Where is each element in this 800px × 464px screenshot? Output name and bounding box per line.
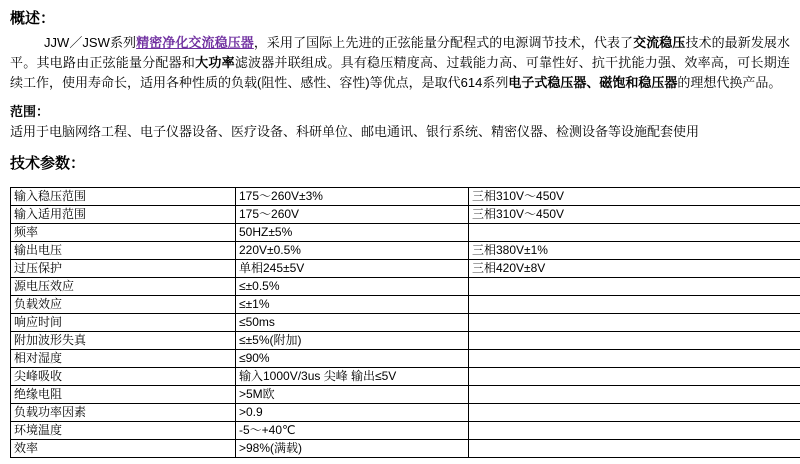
spec-extra [469, 421, 800, 439]
spec-extra [469, 295, 800, 313]
spec-name: 附加波形失真 [11, 331, 236, 349]
spec-extra [469, 403, 800, 421]
table-row [11, 439, 800, 457]
tech-heading: 技术参数： [10, 154, 86, 172]
spec-table-body [11, 187, 800, 457]
overview-text-mid-2: 技术的最新发展水平。其电路由正弦能量分配器和 [10, 35, 790, 71]
table-row [11, 331, 800, 349]
spec-value: ≤±5%(附加) [236, 331, 469, 349]
spec-value: 220V±0.5% [236, 241, 469, 259]
spec-name: 效率 [11, 439, 236, 457]
table-row [11, 313, 800, 331]
spec-name: 环境温度 [11, 421, 236, 439]
spec-extra [469, 313, 800, 331]
spec-extra [469, 331, 800, 349]
spec-name: 负载功率因素 [11, 403, 236, 421]
table-row [11, 187, 800, 205]
table-row [11, 223, 800, 241]
spec-name: 输入适用范围 [11, 205, 236, 223]
table-row [11, 349, 800, 367]
overview-highlight-3: 大功率 [195, 55, 235, 71]
table-row [11, 241, 800, 259]
scope-section [10, 101, 790, 142]
spec-extra: 三相420V±8V [469, 259, 800, 277]
spec-value: >98%(满载) [236, 439, 469, 457]
spec-extra: 三相380V±1% [469, 241, 800, 259]
table-row [11, 367, 800, 385]
spec-value: 175～260V [236, 205, 469, 223]
table-row [11, 385, 800, 403]
spec-value: ≤±1% [236, 295, 469, 313]
table-row [11, 295, 800, 313]
spec-name: 过压保护 [11, 259, 236, 277]
spec-extra [469, 277, 800, 295]
overview-paragraph [10, 33, 790, 93]
spec-name: 输入稳压范围 [11, 187, 236, 205]
spec-name: 源电压效应 [11, 277, 236, 295]
overview-highlight-4: 电子式稳压器、磁饱和稳压器 [508, 75, 678, 91]
spec-extra [469, 367, 800, 385]
spec-name: 绝缘电阻 [11, 385, 236, 403]
spec-name: 频率 [11, 223, 236, 241]
table-row [11, 277, 800, 295]
spec-extra: 三相310V～450V [469, 205, 800, 223]
overview-heading: 概述： [10, 10, 56, 27]
spec-name: 负载效应 [11, 295, 236, 313]
spec-name: 输出电压 [11, 241, 236, 259]
spec-extra [469, 223, 800, 241]
spec-extra [469, 385, 800, 403]
spec-extra [469, 349, 800, 367]
spec-name: 尖峰吸收 [11, 367, 236, 385]
overview-text-tail: 的理想代换产品。 [677, 75, 782, 91]
scope-heading: 范围： [10, 104, 50, 120]
overview-highlight-2: 交流稳压 [633, 35, 686, 50]
spec-value: ≤90% [236, 349, 469, 367]
spec-value: >0.9 [236, 403, 469, 421]
spec-value: 输入1000V/3us 尖峰 输出≤5V [236, 367, 469, 385]
spec-name: 响应时间 [11, 313, 236, 331]
spec-value: ≤50ms [236, 313, 469, 331]
spec-value: 单相245±5V [236, 259, 469, 277]
spec-value: ≤±0.5% [236, 277, 469, 295]
table-row [11, 259, 800, 277]
spec-name: 相对湿度 [11, 349, 236, 367]
table-row [11, 205, 800, 223]
spec-extra: 三相310V～450V [469, 187, 800, 205]
spec-value: -5～+40℃ [236, 421, 469, 439]
table-row [11, 403, 800, 421]
spec-table [10, 187, 800, 458]
overview-highlight-1: 精密净化交流稳压器 [136, 35, 254, 50]
overview-text-mid-3: 滤波器并联组成。具有稳压精度高、过载能力高、可靠性好、抗干扰能力强、效率高，可长期连续工作，使用寿命长，适用各种性质的负载(阻性、感性、容性)等优点，是取代614系列 [10, 55, 790, 91]
table-row [11, 421, 800, 439]
spec-extra [469, 439, 800, 457]
scope-text: 适用于电脑网络工程、电子仪器设备、医疗设备、科研单位、邮电通讯、银行系统、精密仪器、检测设备等设施配套使用 [10, 124, 700, 140]
overview-text-lead: JJW／JSW系列 [44, 35, 137, 50]
spec-value: 50HZ±5% [236, 223, 469, 241]
overview-text-mid-1: ，采用了国际上先进的正弦能量分配程式的电源调节技术，代表了 [253, 35, 634, 50]
spec-value: 175～260V±3% [236, 187, 469, 205]
spec-value: >5M欧 [236, 385, 469, 403]
